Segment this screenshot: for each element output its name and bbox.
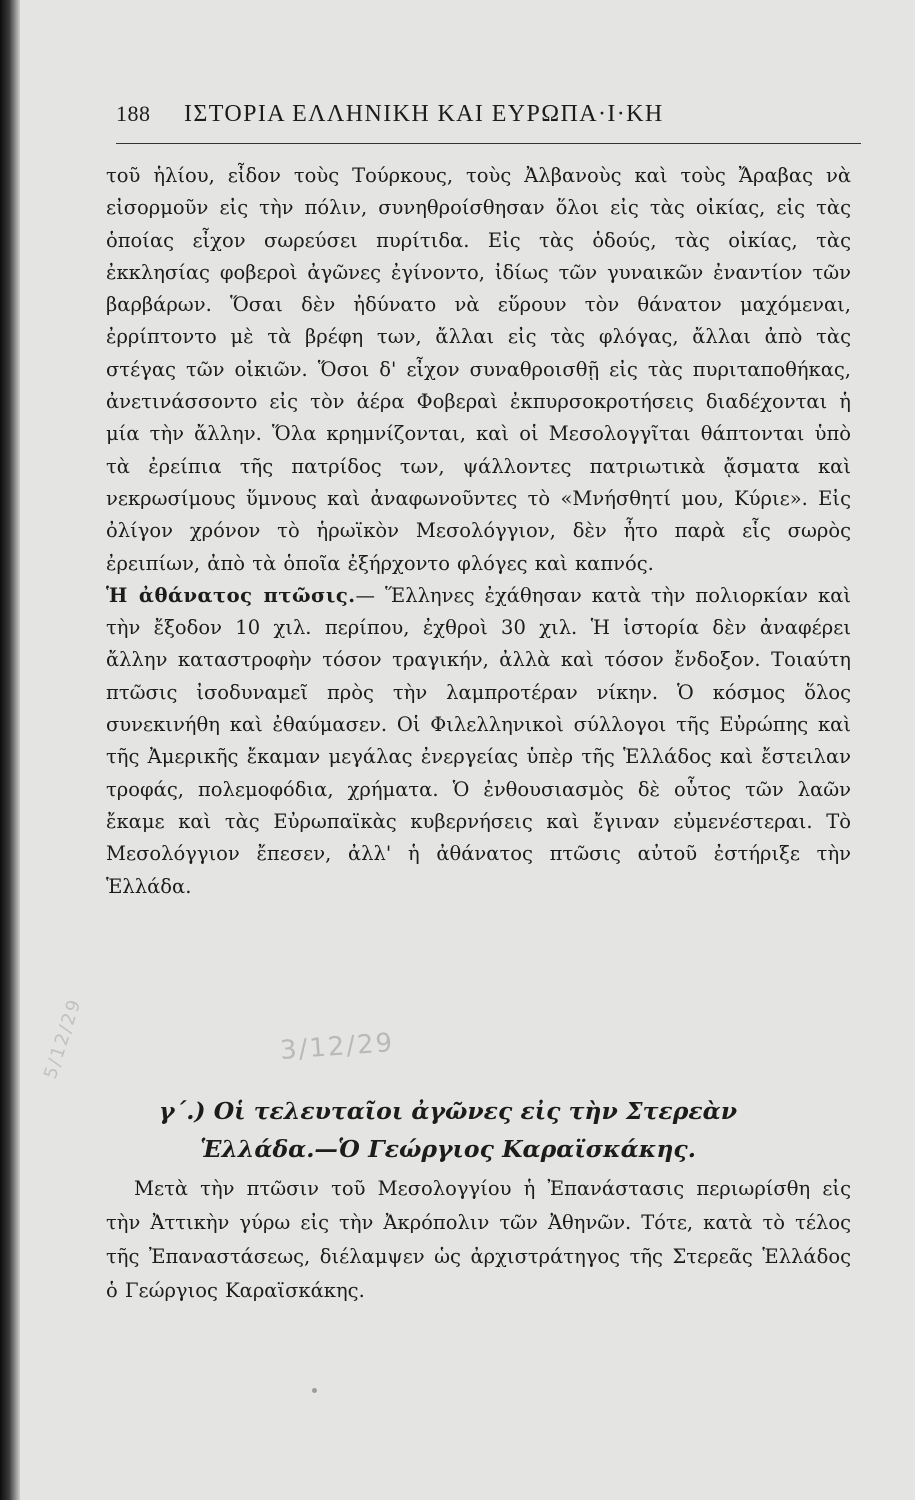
section-heading (118, 1092, 778, 1168)
page-header (116, 95, 861, 151)
paper-speck (312, 1388, 317, 1393)
page-number: 188 (116, 101, 151, 126)
paragraph-2-text: — Ἕλληνες ἐχάθησαν κατὰ τὴν πολιορκίαν καὶ τὴν ἔξοδον 10 χιλ. περίπου, ἐχθροὶ 30 χιλ. Ἡ ἱστορία δὲν ἀναφέρει ἄλλην καταστροφὴν τόσον τραγικήν, ἀλλὰ καὶ τόσον ἔνδοξον. Τοιαύτη πτῶσις ἰσοδυναμεῖ πρὸς τὴν λαμπροτέραν νίκην. Ὁ κόσμος ὅλος συνεκινήθη καὶ ἐθαύμασεν. Οἱ Φιλελληνικοὶ σύλλογοι τῆς Εὐρώπης καὶ τῆς Ἀμερικῆς ἔκαμαν μεγάλας ἐνεργείας ὑπὲρ τῆς Ἑλλάδος καὶ ἔστειλαν τροφάς, πολεμοφόδια, χρήματα. Ὁ ἐνθουσιασμὸς δὲ οὗτος τῶν λαῶν ἔκαμε καὶ τὰς Εὐρωπαϊκὰς κυβερνήσεις καὶ ἔγιναν εὐμενέστεραι. Τὸ Μεσολόγγιον ἔπεσεν, ἀλλ' ἡ ἀθάνατος πτῶσις αὐτοῦ ἐστήριξε τὴν Ἑλλάδα. (106, 583, 852, 898)
page-edge-shadow (0, 0, 20, 1500)
paragraph-1: τοῦ ἡλίου, εἶδον τοὺς Τούρκους, τοὺς Ἀλβανοὺς καὶ τοὺς Ἄραβας νὰ εἰσορμοῦν εἰς τὴν πόλιν, συνηθροίσθησαν ὅλοι εἰς τὰς οἰκίας, εἰς τὰς ὁποίας εἶχον σωρεύσει πυρίτιδα. Εἰς τὰς ὁδούς, τὰς οἰκίας, τὰς ἐκκλησίας φοβεροὶ ἀγῶνες ἐγίνοντο, ἰδίως τῶν γυναικῶν ἐναντίον τῶν βαρβάρων. Ὅσαι δὲν ἠδύνατο νὰ εὕρουν τὸν θάνατον μαχόμεναι, ἐρρίπτοντο μὲ τὰ βρέφη των, ἄλλαι εἰς τὰς φλόγας, ἄλλαι ἀπὸ τὰς στέγας τῶν οἰκιῶν. Ὅσοι δ' εἶχον συναθροισθῇ εἰς τὰς πυριταποθήκας, ἀνετινάσσοντο εἰς τὸν ἀέρα Φοβεραὶ ἐκπυρσοκροτήσεις διαδέχονται ἡ μία τὴν ἄλλην. Ὅλα κρημνίζονται, καὶ οἱ Μεσολογγῖται θάπτονται ὑπὸ τὰ ἐρείπια τῆς πατρίδος των, ψάλλοντες πατριωτικὰ ᾄσματα καὶ νεκρωσίμους ὕμνους καὶ ἀναφωνοῦντες τὸ «Μνήσθητί μου, Κύριε». Εἰς ὀλίγον χρόνον τὸ ἡρωϊκὸν Μεσολόγγιον, δὲν ἦτο παρὰ εἷς σωρὸς ἐρειπίων, ἀπὸ τὰ ὁποῖα ἐξήρχοντο φλόγες καὶ καπνός. (106, 164, 851, 575)
paragraph-2 (106, 580, 851, 903)
paragraph-3: Μετὰ τὴν πτῶσιν τοῦ Μεσολογγίου ἡ Ἐπανάστασις περιωρίσθη εἰς τὴν Ἀττικὴν γύρω εἰς τὴν Ἀκρόπολιν τῶν Ἀθηνῶν. Τότε, κατὰ τὸ τέλος τῆς Ἐπαναστάσεως, διέλαμψεν ὡς ἀρχιστράτηγος τῆς Στερεᾶς Ἑλλάδος ὁ Γεώργιος Καραϊσκάκης. (106, 1177, 851, 1302)
pencil-date-annotation: 3/12/29 (279, 1028, 396, 1066)
section-heading-line-2: Ἑλλάδα.—Ὁ Γεώργιος Καραϊσκάκης. (200, 1135, 696, 1163)
main-text (106, 160, 851, 903)
running-title: ΙΣΤΟΡΙΑ ΕΛΛΗΝΙΚΗ ΚΑΙ ΕΥΡΩΠΑ·Ι·ΚΗ (184, 101, 664, 127)
section-heading-line-1: γ΄.) Οἱ τελευταῖοι ἀγῶνες εἰς τὴν Στερεὰν (158, 1097, 738, 1125)
run-in-heading: Ἡ ἀθάνατος πτῶσις. (106, 583, 356, 607)
pencil-margin-annotation: 5/12/29 (40, 995, 86, 1082)
header-rule (116, 143, 861, 144)
